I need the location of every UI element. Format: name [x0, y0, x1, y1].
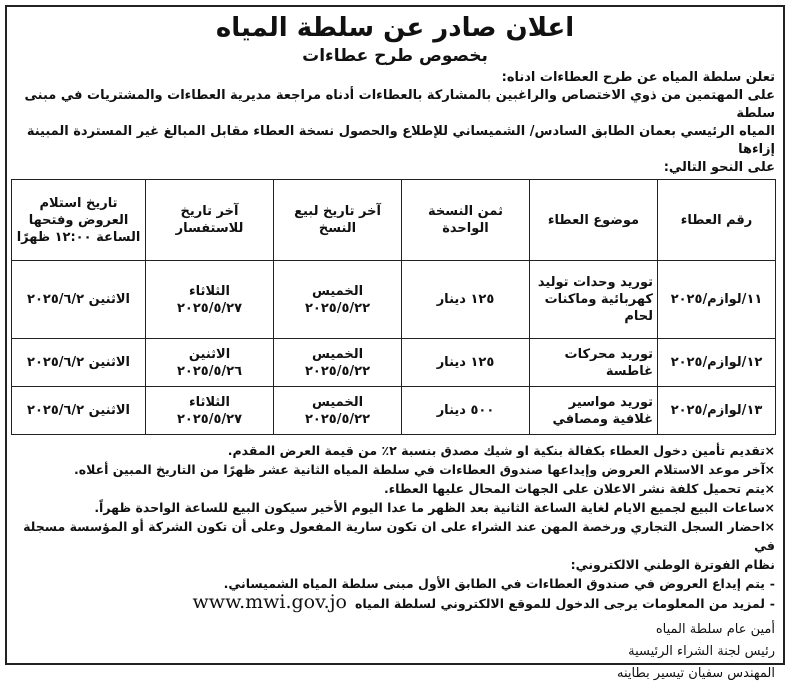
inquiry-date: ٢٠٢٥/٥/٢٦ [176, 363, 243, 379]
inquiry-day: الثلاثاء [189, 283, 230, 299]
note-text: لمزيد من المعلومات يرجى الدخول للموقع الالكتروني لسلطة المياه [354, 596, 765, 611]
announcement-title: اعلان صادر عن سلطة المياه [215, 13, 575, 43]
tender-number: ١١/لوازم/٢٠٢٥ [658, 261, 776, 339]
header-last-inquiry-date: آخر تاريخ للاستفسار [146, 180, 274, 261]
intro-paragraph [7, 69, 783, 177]
tender-subject: توريد محركات غاطسة [530, 339, 658, 387]
signature-role: رئيس لجنة الشراء الرئيسية [628, 644, 775, 659]
bullet-icon: × [764, 462, 775, 477]
note-text: يتم تحميل كلفة نشر الاعلان على الجهات المحال عليها العطاء. [384, 481, 765, 496]
tenders-table [11, 179, 776, 435]
signature-title: أمين عام سلطة المياه [655, 622, 775, 637]
sale-date: ٢٠٢٥/٥/٢٢ [304, 411, 371, 427]
tender-subject: توريد وحدات توليد كهربائية وماكنات لحام [530, 261, 658, 339]
note-item [15, 517, 775, 555]
sale-date: ٢٠٢٥/٥/٢٢ [304, 300, 371, 316]
header-opening-date: تاريخ استلام العروض وفتحها الساعة ١٢:٠٠ ظهرًا [12, 180, 146, 261]
note-dash-item [15, 593, 775, 613]
inquiry-day: الثلاثاء [189, 394, 230, 410]
sale-date: ٢٠٢٥/٥/٢٢ [304, 363, 371, 379]
table-row [12, 339, 776, 387]
last-inquiry-date [146, 387, 274, 435]
announcement-frame [5, 5, 785, 681]
announcement-subtitle: بخصوص طرح عطاءات [302, 46, 488, 66]
copy-price: ٥٠٠ دينار [402, 387, 530, 435]
opening-date: الاثنين ٢٠٢٥/٦/٢ [12, 387, 146, 435]
notes-list [7, 435, 783, 613]
note-item [15, 460, 775, 479]
bullet-icon: × [764, 519, 775, 534]
table-row [12, 387, 776, 435]
intro-line: المياه الرئيسي بعمان الطابق السادس/ الشميساني للإطلاع والحصول نسخة العطاء مقابل المبالغ غير المستردة المبينة إزاءها [26, 124, 775, 157]
note-text: احضار السجل التجاري ورخصة المهن عند الشراء على ان تكون سارية المفعول وعلى أن تكون الشركة أو المؤسسة مسجلة في [23, 519, 775, 553]
last-inquiry-date [146, 261, 274, 339]
header-copy-price: ثمن النسخة الواحدة [402, 180, 530, 261]
signature-block [7, 613, 783, 685]
copy-price: ١٢٥ دينار [402, 339, 530, 387]
bullet-icon: × [764, 500, 775, 515]
note-continuation: نظام الفوترة الوطني الالكتروني: [570, 557, 775, 572]
note-text: ساعات البيع لجميع الايام لغاية الساعة الثانية بعد الظهر ما عدا اليوم الأخير سيكون البيع للساعة الواحدة ظهراً. [94, 500, 765, 515]
sale-day: الخميس [311, 346, 364, 362]
intro-line: تعلن سلطة المياه عن طرح العطاءات ادناه: [501, 70, 775, 85]
intro-line: على النحو التالي: [663, 160, 775, 175]
last-sale-date [274, 339, 402, 387]
note-item [15, 441, 775, 460]
table-row [12, 261, 776, 339]
bullet-icon: × [764, 443, 775, 458]
sale-day: الخميس [311, 394, 364, 410]
dash-icon: - [769, 596, 775, 611]
note-item [15, 479, 775, 498]
note-item [15, 498, 775, 517]
note-dash-item [15, 574, 775, 593]
note-text: يتم إيداع العروض في صندوق العطاءات في الطابق الأول مبنى سلطة المياه الشميساني. [223, 576, 765, 591]
intro-line: على المهتمين من ذوي الاختصاص والراغبين بالمشاركة بالعطاءات أدناه مراجعة مديرية العطاءات والمشتريات في مبنى سلطة [24, 88, 775, 121]
tender-subject: توريد مواسير غلافية ومصافي [530, 387, 658, 435]
bullet-icon: × [764, 481, 775, 496]
tender-number: ١٢/لوازم/٢٠٢٥ [658, 339, 776, 387]
last-inquiry-date [146, 339, 274, 387]
table-header-row [12, 180, 776, 261]
website-link[interactable]: www.mwi.gov.jo [192, 591, 347, 613]
last-sale-date [274, 387, 402, 435]
dash-icon: - [769, 576, 775, 591]
note-text: آخر موعد الاستلام العروض وإيداعها صندوق العطاءات في سلطة المياه الثانية عشر ظهرًا من التاريخ المبين أعلاه. [74, 462, 765, 477]
last-sale-date [274, 261, 402, 339]
inquiry-date: ٢٠٢٥/٥/٢٧ [176, 411, 243, 427]
signature-name: المهندس سفيان تيسير بطاينه [617, 666, 775, 681]
tender-number: ١٣/لوازم/٢٠٢٥ [658, 387, 776, 435]
opening-date: الاثنين ٢٠٢٥/٦/٢ [12, 261, 146, 339]
opening-date: الاثنين ٢٠٢٥/٦/٢ [12, 339, 146, 387]
inquiry-date: ٢٠٢٥/٥/٢٧ [176, 300, 243, 316]
header-tender-number: رقم العطاء [658, 180, 776, 261]
note-text: تقديم تأمين دخول العطاء بكفالة بنكية او شيك مصدق بنسبة ٢٪ من قيمة العرض المقدم. [227, 443, 765, 458]
header-tender-subject: موضوع العطاء [530, 180, 658, 261]
inquiry-day: الاثنين [188, 346, 231, 362]
sale-day: الخميس [311, 283, 364, 299]
copy-price: ١٢٥ دينار [402, 261, 530, 339]
header-last-sale-date: آخر تاريخ لبيع النسخ [274, 180, 402, 261]
